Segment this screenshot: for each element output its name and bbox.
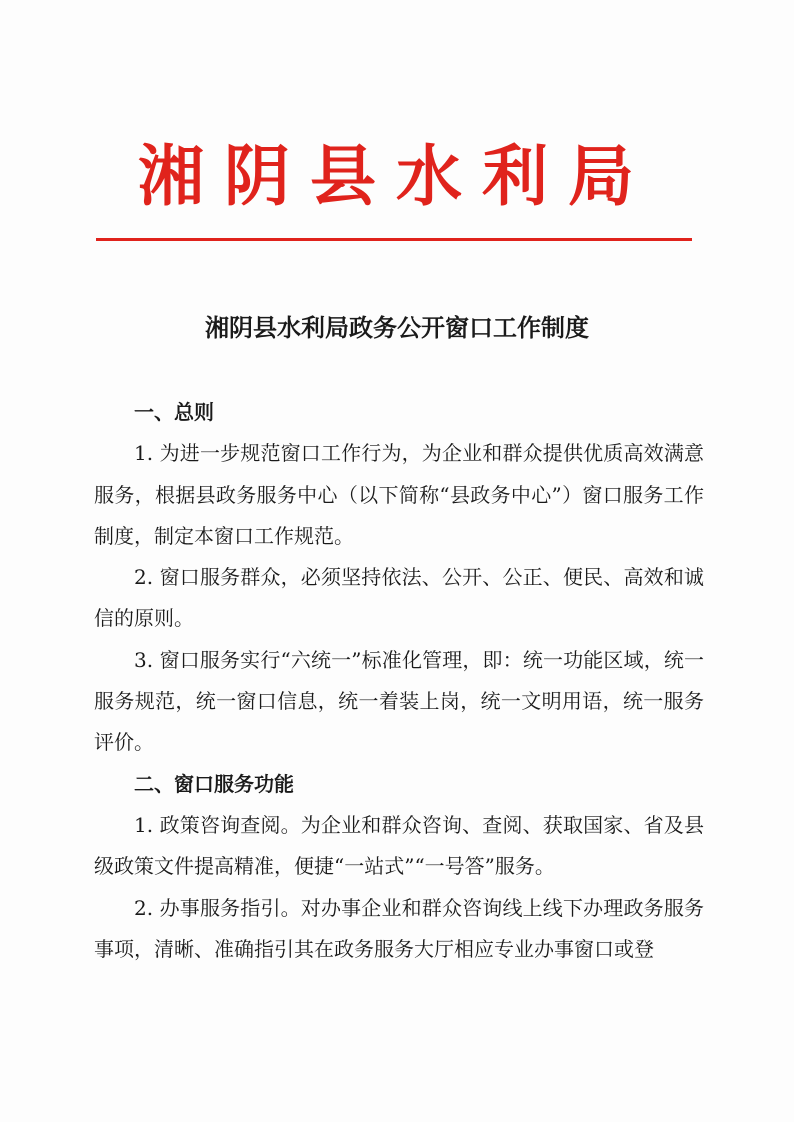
letterhead-red-rule — [96, 238, 692, 241]
paragraph: 3. 窗口服务实行“六统一”标准化管理，即：统一功能区域，统一服务规范，统一窗口信息，统一着装上岗，统一文明用语，统一服务评价。 — [94, 647, 704, 755]
letterhead-title: 湘阴县水利局 — [138, 138, 654, 215]
paragraph: 2. 办事服务指引。对办事企业和群众咨询线上线下办理政务服务事项，清晰、准确指引其在政务服务大厅相应专业办事窗口或登 — [94, 895, 704, 961]
paragraph: 2. 窗口服务群众，必须坚持依法、公开、公正、便民、高效和诚信的原则。 — [94, 565, 704, 631]
document-title: 湘阴县水利局政务公开窗口工作制度 — [205, 313, 589, 342]
section-heading-window-functions: 二、窗口服务功能 — [134, 771, 294, 796]
paragraph: 1. 为进一步规范窗口工作行为，为企业和群众提供优质高效满意服务，根据县政务服务中心（以下简称“县政务中心”）窗口服务工作制度，制定本窗口工作规范。 — [94, 441, 704, 548]
section-heading-general: 一、总则 — [134, 400, 214, 424]
document-body — [94, 392, 704, 970]
paragraph: 1. 政策咨询查阅。为企业和群众咨询、查阅、获取国家、省及县级政策文件提高精准，便捷“一站式”“一号答”服务。 — [94, 812, 704, 879]
